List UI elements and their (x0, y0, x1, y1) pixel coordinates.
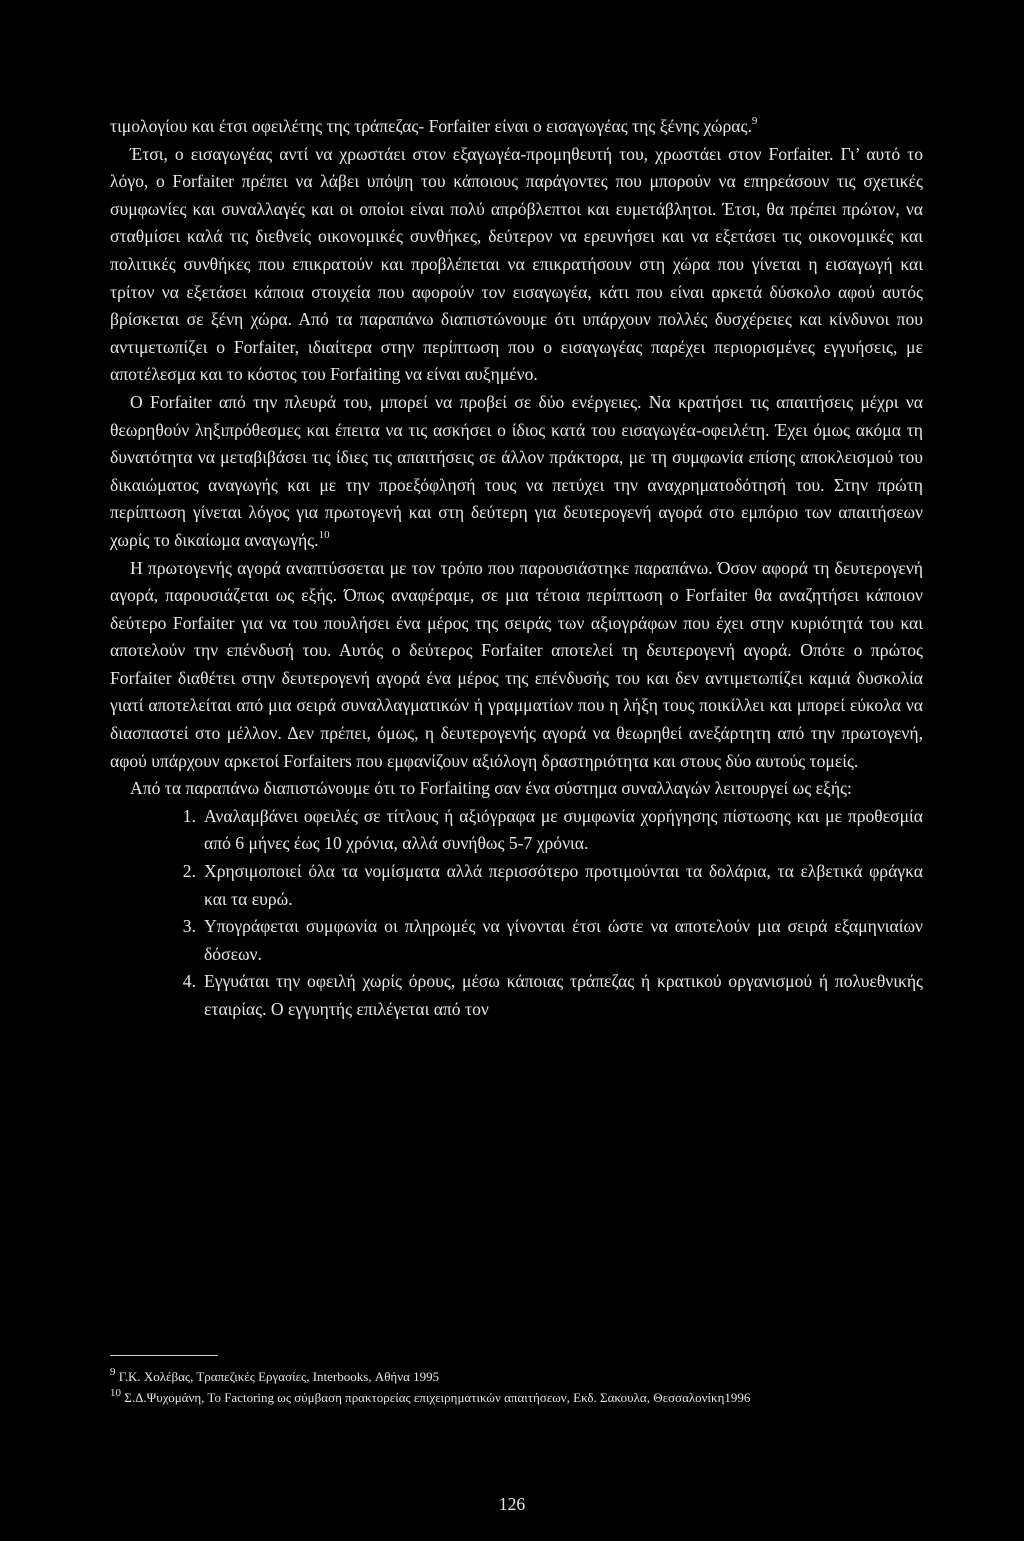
footnote-ref[interactable]: 10 (318, 529, 330, 542)
footnote (110, 1366, 923, 1387)
list-item (110, 913, 923, 968)
list-item-number: 1. (182, 805, 196, 826)
footnote-number: 9 (110, 1365, 116, 1378)
footnotes (110, 1355, 923, 1408)
paragraph (110, 141, 923, 389)
paragraph (110, 113, 923, 141)
footnote-text: Σ.Δ.Ψυχομάνη, Το Factoring ως σύμβαση πρακτορείας επιχειρηματικών απαιτήσεων, Εκδ. Σακουλα, Θεσσαλονίκη1996 (124, 1390, 751, 1405)
footnote (110, 1387, 923, 1408)
footnote-text: Γ.Κ. Χολέβας, Τραπεζικές Εργασίες, Interbooks, Αθήνα 1995 (118, 1369, 440, 1384)
footnote-number: 10 (110, 1386, 121, 1399)
list-item-text: Αναλαμβάνει οφειλές σε τίτλους ή αξιόγραφα με συμφωνία χορήγησης πίστωσης και με προθεσμία από 6 μήνες έως 10 χρόνια, αλλά συνήθως 5-7 χρόνια. (204, 805, 923, 854)
list-item (110, 968, 923, 1023)
page-number: 126 (498, 1494, 526, 1514)
list-item-text: Εγγυάται την οφειλή χωρίς όρους, μέσω κάποιας τράπεζας ή κρατικού οργανισμού ή πολυεθνικής εταιρίας. Ο εγγυητής επιλέγεται από τον (204, 971, 923, 1019)
list-item (110, 803, 923, 858)
list-item-text: Χρησιμοποιεί όλα τα νομίσματα αλλά περισσότερο προτιμούνται τα δολάρια, τα ελβετικά φράγκα και τα ευρώ. (204, 861, 923, 909)
body-text (110, 113, 923, 1024)
footnote-ref[interactable]: 9 (751, 115, 758, 128)
paragraph-text: Η πρωτογενής αγορά αναπτύσσεται με τον τρόπο που παρουσιάστηκε παραπάνω. Όσον αφορά τη δευτερογενή αγορά, παρουσιάζεται ως εξής. Όπως αναφέραμε, σε μια τέτοια περίπτωση ο Forfaiter θα αναζητήσει κάποιον δεύτερο Forfaiter για να του πουλήσει ένα μέρος της σειράς των αξιογράφων που έχει στην κυριότητά του και αποτελούν την επένδυσή του. Αυτός ο δεύτερος Forfaiter αποτελεί τη δευτερογενή αγορά. Οπότε ο πρώτος Forfaiter διαθέτει στην δευτερογενή αγορά ένα μέρος της επένδυσής του και δεν αντιμετωπίζει καμιά δυσκολία γιατί αποτελείται από μια σειρά συναλλαγματικών ή γραμματίων που η λήξη τους ποικίλλει και μπορεί εύκολα να διασπαστεί στο μέλλον. Δεν πρέπει, όμως, η δευτερογενής αγορά να θεωρηθεί ανεξάρτητη από την πρωτογενή, αφού υπάρχουν αρκετοί Forfaiters που εμφανίζουν αξιόλογη δραστηριότητα και στους δύο αυτούς τομείς. (110, 557, 923, 771)
list-item-number: 4. (182, 971, 196, 992)
paragraph-text: τιμολογίου και έτσι οφειλέτης της τράπεζας- Forfaiter είναι ο εισαγωγέας της ξένης χώρας. (110, 116, 752, 136)
paragraph (110, 389, 923, 555)
list-item (110, 858, 923, 913)
list-item-number: 3. (182, 916, 196, 937)
footnote-divider (110, 1355, 218, 1356)
paragraph (110, 555, 923, 776)
paragraph-text: Από τα παραπάνω διαπιστώνουμε ότι το Forfaiting σαν ένα σύστημα συναλλαγών λειτουργεί ως εξής: (130, 778, 852, 799)
paragraph-text: Έτσι, ο εισαγωγέας αντί να χρωστάει στον εξαγωγέα-προμηθευτή του, χρωστάει στον Forfaiter. Γι’ αυτό το λόγο, ο Forfaiter πρέπει να λάβει υπόψη του κάποιους παράγοντες που μπορούν να επηρεάσουν τις σχετικές συμφωνίες και συναλλαγές και οι οποίοι είναι πολύ απρόβλεπτοι και ευμετάβλητοι. Έτσι, θα πρέπει πρώτον, να σταθμίσει καλά τις διεθνείς οικονομικές συνθήκες, δεύτερον να ερευνήσει και να εξετάσει τις οικονομικές και πολιτικές συνθήκες που επικρατούν και προβλέπεται να επικρατήσουν στη χώρα που γίνεται η εισαγωγή και τρίτον να εξετάσει κάποια στοιχεία που αφορούν τον εισαγωγέα, κάτι που είναι αρκετά δύσκολο αφού αυτός βρίσκεται σε ξένη χώρα. Από τα παραπάνω διαπιστώνουμε ότι υπάρχουν πολλές δυσχέρειες και κίνδυνοι που αντιμετωπίζει ο Forfaiter, ιδιαίτερα στην περίπτωση που ο εισαγωγέας παρέχει περιορισμένες εγγυήσεις, με αποτέλεσμα και το κόστος του Forfaiting να είναι αυξημένο. (110, 143, 923, 385)
list-item-text: Υπογράφεται συμφωνία οι πληρωμές να γίνονται έτσι ώστε να αποτελούν μια σειρά εξαμηνιαίων δόσεων. (204, 916, 923, 964)
list-item-number: 2. (182, 861, 196, 882)
paragraph-text: Ο Forfaiter από την πλευρά του, μπορεί να προβεί σε δύο ενέργειες. Να κρατήσει τις απαιτήσεις μέχρι να θεωρηθούν ληξιπρόθεσμες και έπειτα να τις ασκήσει ο ίδιος κατά του εισαγωγέα-οφειλέτη. Έχει όμως ακόμα τη δυνατότητα να μεταβιβάσει τις ίδιες τις απαιτήσεις σε άλλον πράκτορα, με τη συμφωνία επίσης αποκλεισμού του δικαιώματος αναγωγής και με την προεξόφλησή τους να πετύχει την αναχρηματοδότησή του. Στην πρώτη περίπτωση γίνεται λόγος για πρωτογενή και στη δεύτερη για δευτερογενή αγορά στο εμπόριο των απαιτήσεων χωρίς το δικαίωμα αναγωγής. (110, 391, 923, 550)
numbered-list (110, 803, 923, 1024)
paragraph (110, 775, 923, 803)
